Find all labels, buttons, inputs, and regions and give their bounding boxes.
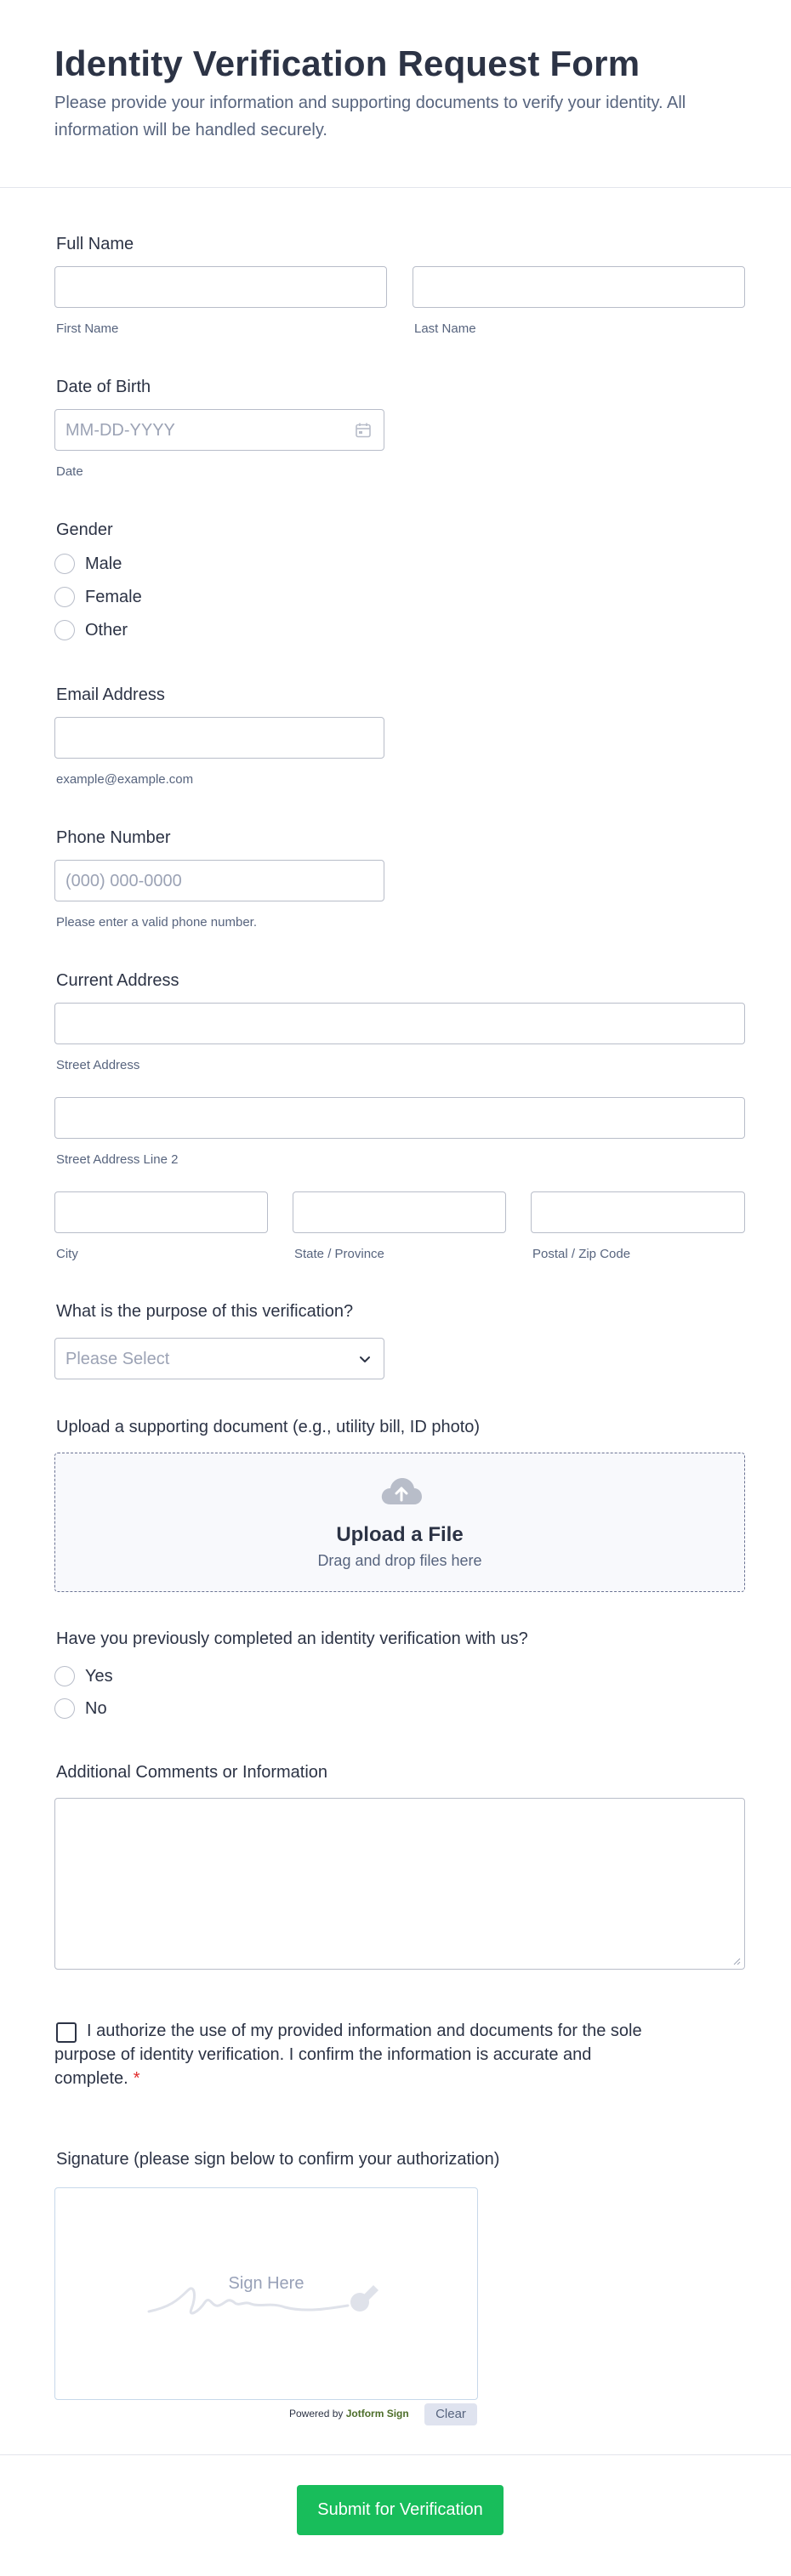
street-address-line2-input[interactable] xyxy=(54,1097,745,1139)
radio-circle[interactable] xyxy=(54,554,75,574)
file-upload-dropzone[interactable] xyxy=(54,1453,745,1592)
chevron-down-icon xyxy=(356,1351,373,1368)
radio-label: Yes xyxy=(85,1667,113,1686)
city-sublabel: City xyxy=(56,1247,78,1261)
footer-divider xyxy=(0,2454,791,2455)
email-input[interactable] xyxy=(54,717,384,759)
phone-input[interactable] xyxy=(54,860,384,901)
phone-placeholder: (000) 000-0000 xyxy=(65,872,182,890)
phone-sublabel: Please enter a valid phone number. xyxy=(56,915,257,930)
email-label: Email Address xyxy=(56,685,165,704)
powered-by xyxy=(289,2408,409,2420)
email-sublabel: example@example.com xyxy=(56,772,194,787)
powered-brand[interactable]: Jotform Sign xyxy=(345,2408,409,2420)
state-sublabel: State / Province xyxy=(294,1247,384,1261)
clear-signature-button[interactable]: Clear xyxy=(424,2403,477,2425)
dob-placeholder: MM-DD-YYYY xyxy=(65,421,175,440)
calendar-icon[interactable] xyxy=(355,422,372,439)
zip-sublabel: Postal / Zip Code xyxy=(532,1247,631,1261)
phone-label: Phone Number xyxy=(56,828,171,847)
radio-label: No xyxy=(85,1699,107,1718)
sign-here-placeholder: Sign Here xyxy=(228,2274,304,2293)
signature-label: Signature (please sign below to confirm your authorization) xyxy=(56,2150,500,2169)
consent-label: I authorize the use of my provided information and documents for the sole purpose of identity verification. I confirm the information is accurate and complete. xyxy=(54,2022,642,2088)
page-subtitle: Please provide your information and supporting documents to verify your identity. All information will be handled securely. xyxy=(54,94,686,139)
radio-circle[interactable] xyxy=(54,1666,75,1686)
previous-verification-label: Have you previously completed an identity verification with us? xyxy=(56,1629,528,1648)
gender-label: Gender xyxy=(56,520,113,539)
zip-input[interactable] xyxy=(531,1191,745,1233)
radio-label: Female xyxy=(85,588,142,606)
purpose-placeholder: Please Select xyxy=(65,1350,170,1368)
street-address-sublabel: Street Address xyxy=(56,1058,140,1072)
radio-circle[interactable] xyxy=(54,587,75,607)
purpose-select[interactable] xyxy=(54,1338,384,1379)
comments-textarea[interactable] xyxy=(54,1798,745,1970)
full-name-label: Full Name xyxy=(56,235,134,253)
city-input[interactable] xyxy=(54,1191,268,1233)
last-name-input[interactable] xyxy=(413,266,745,308)
submit-button[interactable]: Submit for Verification xyxy=(297,2485,504,2535)
state-input[interactable] xyxy=(293,1191,506,1233)
street-address-input[interactable] xyxy=(54,1003,745,1044)
form-header xyxy=(0,0,791,188)
consent-text xyxy=(54,2019,650,2090)
last-name-sublabel: Last Name xyxy=(414,321,476,336)
resize-handle-icon[interactable] xyxy=(732,1957,741,1965)
dob-sublabel: Date xyxy=(56,464,83,479)
upload-subtitle: Drag and drop files here xyxy=(317,1552,482,1569)
required-mark: * xyxy=(133,2069,140,2088)
radio-label: Other xyxy=(85,621,128,640)
radio-circle[interactable] xyxy=(54,620,75,640)
street-address-line2-sublabel: Street Address Line 2 xyxy=(56,1152,179,1167)
upload-label: Upload a supporting document (e.g., utility bill, ID photo) xyxy=(56,1418,481,1436)
signature-pad[interactable] xyxy=(54,2187,478,2400)
powered-prefix: Powered by xyxy=(289,2408,344,2420)
comments-label: Additional Comments or Information xyxy=(56,1763,328,1782)
radio-label: Male xyxy=(85,554,122,573)
first-name-sublabel: First Name xyxy=(56,321,119,336)
address-label: Current Address xyxy=(56,971,179,990)
dob-label: Date of Birth xyxy=(56,378,151,396)
dob-input[interactable] xyxy=(54,409,384,451)
first-name-input[interactable] xyxy=(54,266,387,308)
cloud-upload-icon xyxy=(380,1476,423,1508)
upload-title: Upload a File xyxy=(336,1523,464,1546)
page-title: Identity Verification Request Form xyxy=(54,43,640,83)
purpose-label: What is the purpose of this verification? xyxy=(56,1302,354,1321)
radio-circle[interactable] xyxy=(54,1698,75,1719)
